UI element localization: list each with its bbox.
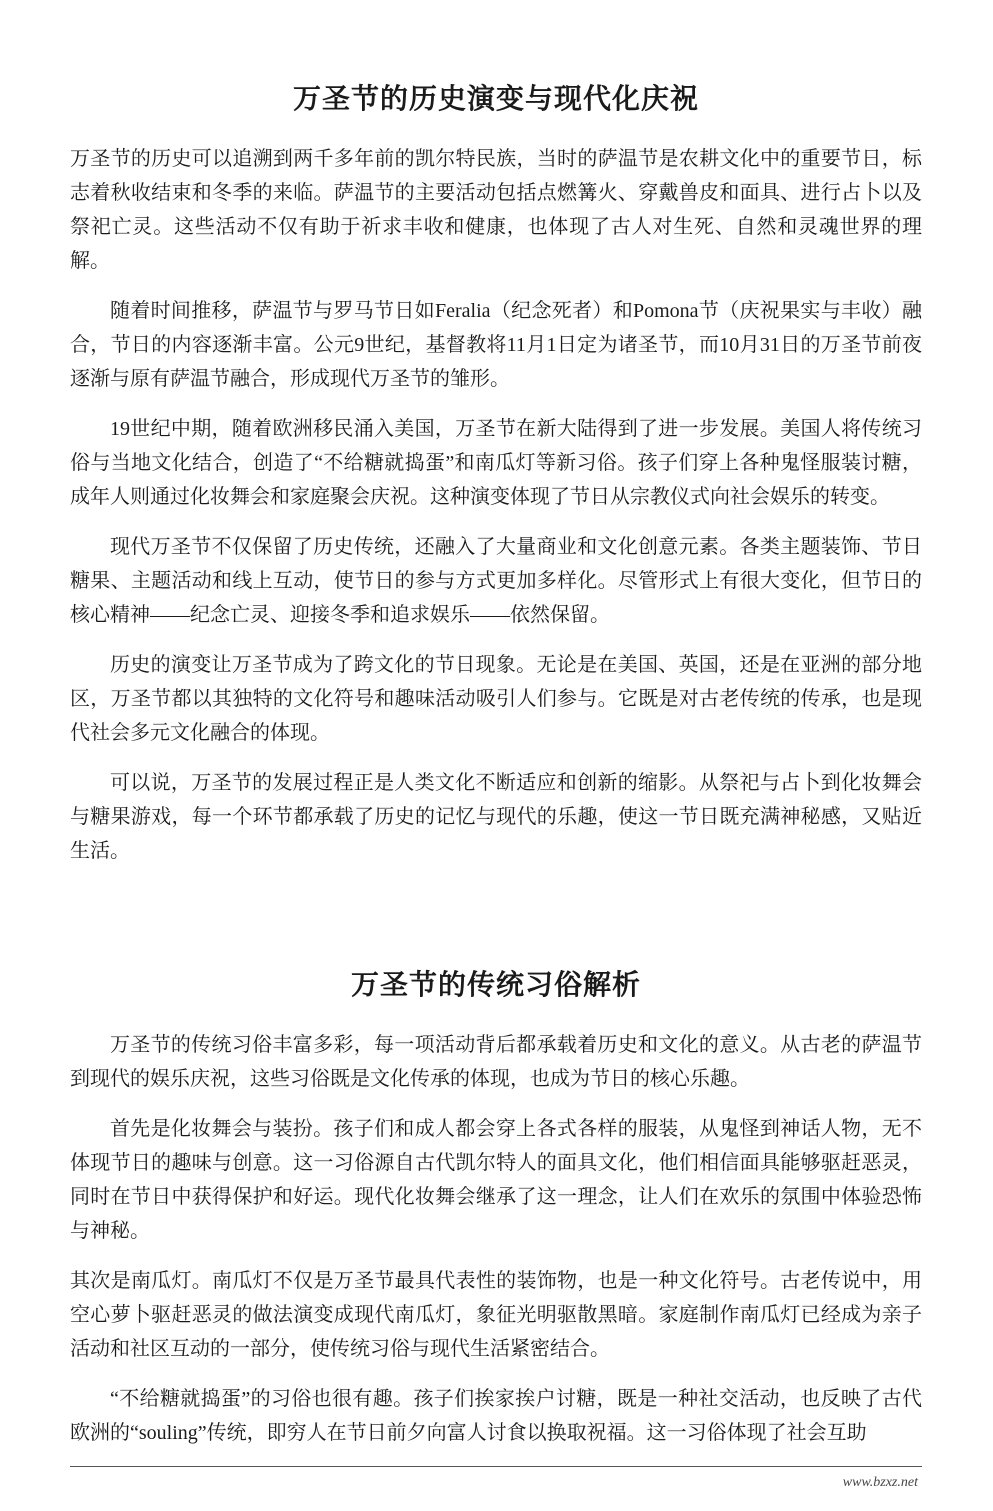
paragraph: 其次是南瓜灯。南瓜灯不仅是万圣节最具代表性的装饰物，也是一种文化符号。古老传说中，用空心萝卜驱赶恶灵的做法演变成现代南瓜灯，象征光明驱散黑暗。家庭制作南瓜灯已经成为亲子活动和社区互动的一部分，使传统习俗与现代生活紧密结合。: [70, 1270, 922, 1360]
paragraph: 万圣节的历史可以追溯到两千多年前的凯尔特民族，当时的萨温节是农耕文化中的重要节日，标志着秋收结束和冬季的来临。萨温节的主要活动包括点燃篝火、穿戴兽皮和面具、进行占卜以及祭祀亡灵。这些活动不仅有助于祈求丰收和健康，也体现了古人对生死、自然和灵魂世界的理解。: [70, 148, 922, 272]
paragraph: 19世纪中期，随着欧洲移民涌入美国，万圣节在新大陆得到了进一步发展。美国人将传统习俗与当地文化结合，创造了“不给糖就捣蛋”和南瓜灯等新习俗。孩子们穿上各种鬼怪服装讨糖，成年人则通过化妆舞会和家庭聚会庆祝。这种演变体现了节日从宗教仪式向社会娱乐的转变。: [70, 418, 922, 508]
section1-title: 万圣节的历史演变与现代化庆祝: [292, 84, 699, 115]
paragraph: 历史的演变让万圣节成为了跨文化的节日现象。无论是在美国、英国，还是在亚洲的部分地区，万圣节都以其独特的文化符号和趣味活动吸引人们参与。它既是对古老传统的传承，也是现代社会多元文化融合的体现。: [70, 654, 922, 744]
section2-title: 万圣节的传统习俗解析: [350, 970, 641, 1001]
paragraph: 首先是化妆舞会与装扮。孩子们和成人都会穿上各式各样的服装，从鬼怪到神话人物，无不体现节日的趣味与创意。这一习俗源自古代凯尔特人的面具文化，他们相信面具能够驱赶恶灵，同时在节日中获得保护和好运。现代化妆舞会继承了这一理念，让人们在欢乐的氛围中体验恐怖与神秘。: [70, 1118, 922, 1242]
section2-body: [70, 1028, 922, 1450]
paragraph: 可以说，万圣节的发展过程正是人类文化不断适应和创新的缩影。从祭祀与占卜到化妆舞会与糖果游戏，每一个环节都承载了历史的记忆与现代的乐趣，使这一节日既充满神秘感，又贴近生活。: [70, 772, 922, 862]
section1-body: [70, 142, 922, 868]
paragraph: “不给糖就捣蛋”的习俗也很有趣。孩子们挨家挨户讨糖，既是一种社交活动，也反映了古代欧洲的“souling”传统，即穷人在节日前夕向富人讨食以换取祝福。这一习俗体现了社会互助: [70, 1388, 922, 1444]
paragraph: 现代万圣节不仅保留了历史传统，还融入了大量商业和文化创意元素。各类主题装饰、节日糖果、主题活动和线上互动，使节日的参与方式更加多样化。尽管形式上有很大变化，但节日的核心精神——纪念亡灵、迎接冬季和追求娱乐——依然保留。: [70, 536, 922, 626]
paragraph: 随着时间推移，萨温节与罗马节日如Feralia（纪念死者）和Pomona节（庆祝果实与丰收）融合，节日的内容逐渐丰富。公元9世纪，基督教将11月1日定为诸圣节，而10月31日的万圣节前夜逐渐与原有萨温节融合，形成现代万圣节的雏形。: [70, 300, 922, 390]
paragraph: 万圣节的传统习俗丰富多彩，每一项活动背后都承载着历史和文化的意义。从古老的萨温节到现代的娱乐庆祝，这些习俗既是文化传承的体现，也成为节日的核心乐趣。: [70, 1034, 922, 1090]
document-page: [70, 0, 922, 1511]
footer-divider: [70, 1466, 922, 1467]
footer-url: www.bzxz.net: [842, 1475, 918, 1490]
